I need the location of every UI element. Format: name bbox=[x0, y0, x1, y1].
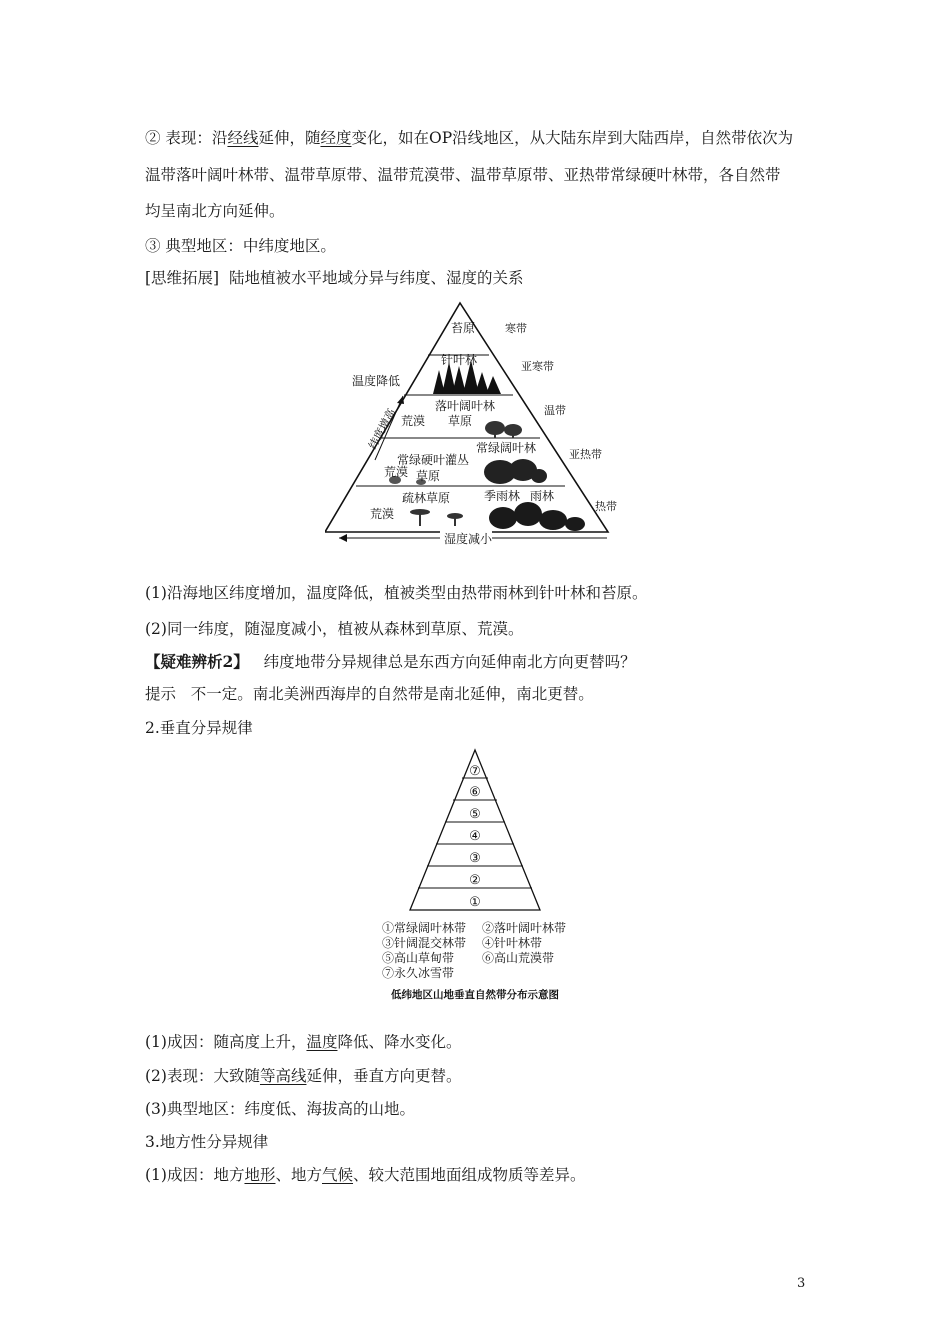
underlined-term: 地形 bbox=[244, 1166, 276, 1184]
expand-tag: [思维拓展] bbox=[145, 269, 220, 287]
veg-rain-label: 雨林 bbox=[530, 489, 555, 503]
veg-monsoon-label: 季雨林 bbox=[484, 489, 521, 503]
point-line bbox=[145, 1165, 586, 1185]
zone-number: ⑥ bbox=[469, 785, 481, 800]
text-line: ③ 典型地区：中纬度地区。 bbox=[145, 237, 336, 255]
point-line bbox=[145, 1066, 462, 1086]
veg-sub-grass-label: 草原 bbox=[416, 469, 441, 483]
point-line: (2)同一纬度，随湿度减小，植被从森林到草原、荒漠。 bbox=[145, 620, 524, 638]
veg-conifer-label: 针叶林 bbox=[441, 353, 478, 367]
text-span: 降低、降水变化。 bbox=[337, 1033, 462, 1051]
question-tag: 【疑难辨析2】 bbox=[145, 652, 249, 671]
page-number: 3 bbox=[797, 1276, 806, 1291]
question-text: 纬度地带分异规律总是东西方向延伸南北方向更替吗？ bbox=[263, 653, 636, 671]
underlined-term: 经线 bbox=[227, 129, 259, 147]
zone-number: ③ bbox=[469, 851, 481, 866]
text-line bbox=[145, 128, 793, 148]
legend-item: ④针叶林带 bbox=[482, 936, 543, 950]
text-span: (1)成因：随高度上升， bbox=[145, 1033, 307, 1051]
veg-evergreen-label: 常绿阔叶林 bbox=[476, 441, 537, 455]
text-span: (1)成因：地方 bbox=[145, 1166, 245, 1184]
hint-text: 不一定。南北美洲西海岸的自然带是南北延伸，南北更替。 bbox=[190, 685, 594, 703]
question-line bbox=[145, 652, 636, 672]
rainforest-silhouette bbox=[489, 502, 585, 531]
evergreen-silhouette bbox=[484, 459, 547, 484]
hint-tag: 提示 bbox=[145, 685, 177, 703]
veg-desert-label: 荒漠 bbox=[401, 414, 426, 428]
veg-savanna-label: 疏林草原 bbox=[402, 491, 451, 505]
temp-decrease-label: 温度降低 bbox=[352, 374, 401, 388]
text-span: 延伸，随 bbox=[258, 129, 321, 147]
veg-deciduous-label: 落叶阔叶林 bbox=[435, 399, 496, 413]
zone-label: 热带 bbox=[595, 500, 617, 513]
zone-label: 寒带 bbox=[505, 322, 527, 335]
veg-sclero-label: 常绿硬叶灌丛 bbox=[397, 453, 470, 467]
underlined-term: 等高线 bbox=[259, 1067, 307, 1085]
zone-number: ② bbox=[469, 873, 481, 888]
deciduous-silhouette bbox=[485, 421, 522, 438]
legend-item: ①常绿阔叶林带 bbox=[382, 921, 467, 935]
figure-caption: 低纬地区山地垂直自然带分布示意图 bbox=[391, 989, 559, 1001]
veg-sub-desert-label: 荒漠 bbox=[384, 465, 409, 479]
expand-title: 陆地植被水平地域分异与纬度、湿度的关系 bbox=[228, 269, 524, 287]
legend-item: ②落叶阔叶林带 bbox=[482, 921, 567, 935]
text-span: 、较大范围地面组成物质等差异。 bbox=[353, 1166, 586, 1184]
underlined-term: 经度 bbox=[320, 129, 352, 147]
vertical-zonation-figure bbox=[350, 748, 600, 1006]
zone-number: ⑤ bbox=[469, 807, 481, 822]
legend-item: ⑤高山草甸带 bbox=[382, 951, 455, 965]
veg-tundra-label: 苔原 bbox=[451, 321, 476, 335]
veg-grass-label: 草原 bbox=[448, 414, 473, 428]
zone-number: ① bbox=[469, 895, 481, 910]
legend-item: ⑥高山荒漠带 bbox=[482, 951, 555, 965]
text-line: 均呈南北方向延伸。 bbox=[145, 202, 285, 220]
underlined-term: 气候 bbox=[322, 1166, 354, 1184]
veg-trop-desert-label: 荒漠 bbox=[370, 507, 395, 521]
text-line: 温带落叶阔叶林带、温带草原带、温带荒漠带、温带草原带、亚热带常绿硬叶林带，各自然带 bbox=[145, 166, 781, 184]
point-line: (1)沿海地区纬度增加，温度降低，植被类型由热带雨林到针叶林和苔原。 bbox=[145, 584, 648, 602]
point-line bbox=[145, 1032, 462, 1052]
zone-label: 温带 bbox=[544, 404, 566, 417]
text-span: (2)表现：大致随 bbox=[145, 1067, 260, 1085]
expand-heading bbox=[145, 268, 523, 288]
text-span: 、地方 bbox=[275, 1166, 322, 1184]
section-heading: 3.地方性分异规律 bbox=[145, 1133, 269, 1151]
zone-number: ④ bbox=[469, 829, 481, 844]
savanna-silhouette bbox=[410, 509, 463, 526]
text-span: 变化，如在OP沿线地区，从大陆东岸到大陆西岸，自然带依次为 bbox=[351, 129, 794, 147]
legend-item: ③针阔混交林带 bbox=[382, 936, 467, 950]
humidity-decrease-label: 湿度减小 bbox=[444, 532, 493, 546]
section-heading: 2.垂直分异规律 bbox=[145, 719, 253, 737]
latitude-increase-label: 纬度增高 bbox=[366, 406, 399, 452]
zone-number: ⑦ bbox=[469, 764, 481, 779]
vegetation-triangle-figure bbox=[325, 300, 625, 550]
text-span: ② 表现：沿 bbox=[145, 129, 228, 147]
zone-label: 亚热带 bbox=[569, 448, 602, 461]
legend-item: ⑦永久冰雪带 bbox=[382, 966, 455, 980]
text-span: 延伸，垂直方向更替。 bbox=[306, 1067, 462, 1085]
zone-label: 亚寒带 bbox=[521, 360, 554, 373]
hint-line bbox=[145, 684, 594, 704]
point-line: (3)典型地区：纬度低、海拔高的山地。 bbox=[145, 1100, 415, 1118]
underlined-term: 温度 bbox=[306, 1033, 338, 1051]
